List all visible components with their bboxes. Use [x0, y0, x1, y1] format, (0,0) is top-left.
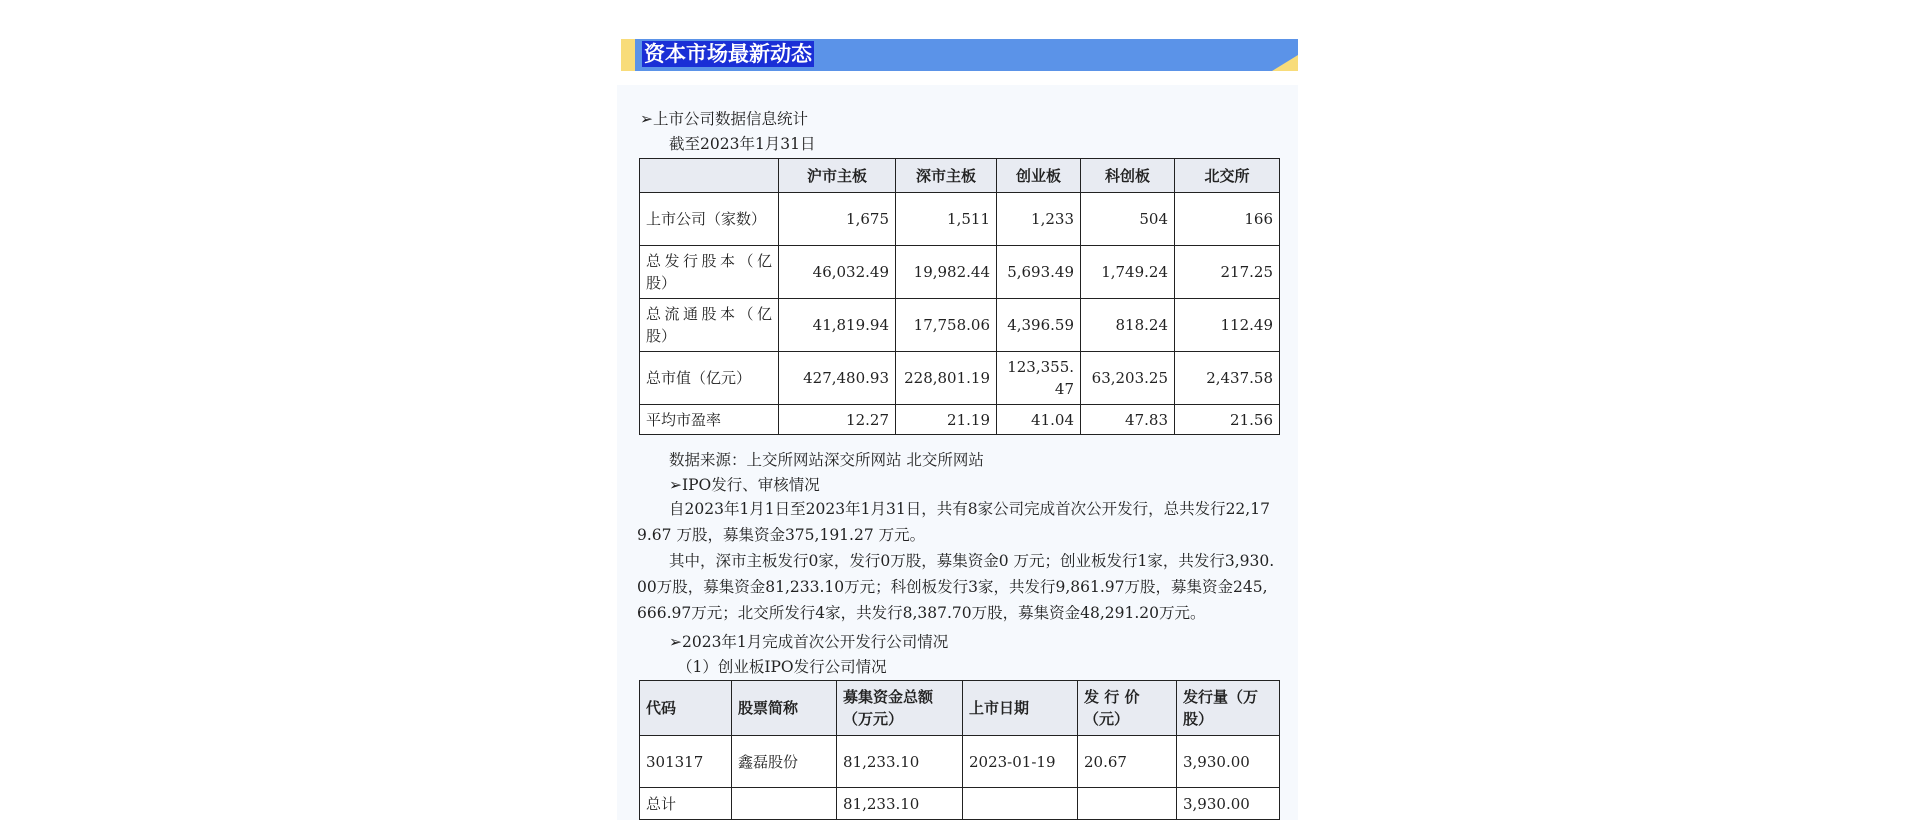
- table-cell: 3,930.00: [1177, 736, 1280, 788]
- section-banner: [621, 39, 1298, 71]
- table-header-row: [640, 681, 1280, 736]
- column-header: 募集资金总额（万元）: [837, 681, 963, 736]
- table-cell: 2023-01-19: [963, 736, 1078, 788]
- ipo-heading: ➢IPO发行、审核情况: [669, 476, 820, 494]
- column-header: 上市日期: [963, 681, 1078, 736]
- stats-date: 截至2023年1月31日: [669, 135, 816, 153]
- table-cell: 41,819.94: [779, 299, 896, 352]
- table-cell: 21.56: [1175, 405, 1280, 435]
- ipo-companies-table: [639, 680, 1280, 820]
- table-row: [640, 246, 1280, 299]
- table-cell: 12.27: [779, 405, 896, 435]
- table-row: [640, 405, 1280, 435]
- table-cell: 504: [1081, 193, 1175, 246]
- row-label: 总发行股本（亿股）: [640, 246, 779, 299]
- table-cell: 1,749.24: [1081, 246, 1175, 299]
- table-cell: 112.49: [1175, 299, 1280, 352]
- table-cell: 166: [1175, 193, 1280, 246]
- table-row: [640, 193, 1280, 246]
- table-cell: 总计: [640, 788, 732, 820]
- table-header-row: [640, 159, 1280, 193]
- ipo-summary-paragraph: 自2023年1月1日至2023年1月31日，共有8家公司完成首次公开发行，总共发行22,179.67 万股，募集资金375,191.27 万元。: [637, 500, 1270, 544]
- table-row: [640, 736, 1280, 788]
- table-cell: 427,480.93: [779, 352, 896, 405]
- row-label: 上市公司（家数）: [640, 193, 779, 246]
- column-header: 科创板: [1081, 159, 1175, 193]
- table-row: [640, 299, 1280, 352]
- banner-corner-fold: [1272, 55, 1298, 71]
- table-cell: 21.19: [896, 405, 997, 435]
- table-cell: 81,233.10: [837, 736, 963, 788]
- row-label: 总市值（亿元）: [640, 352, 779, 405]
- table-cell: 818.24: [1081, 299, 1175, 352]
- table-cell: 5,693.49: [997, 246, 1081, 299]
- table-cell: 3,930.00: [1177, 788, 1280, 820]
- stats-heading: ➢上市公司数据信息统计: [640, 110, 808, 128]
- table-cell: 63,203.25: [1081, 352, 1175, 405]
- table-cell: 1,233: [997, 193, 1081, 246]
- ipo-companies-heading: ➢2023年1月完成首次公开发行公司情况: [669, 633, 949, 651]
- row-label: 总流通股本（亿股）: [640, 299, 779, 352]
- table-cell: 鑫磊股份: [732, 736, 837, 788]
- table-cell: 228,801.19: [896, 352, 997, 405]
- table-cell: 81,233.10: [837, 788, 963, 820]
- table-row: [640, 352, 1280, 405]
- column-header: 发 行 价（元）: [1078, 681, 1177, 736]
- table-cell: [732, 788, 837, 820]
- table-cell: [963, 788, 1078, 820]
- table-cell: 123,355.47: [997, 352, 1081, 405]
- table-cell: 19,982.44: [896, 246, 997, 299]
- chinext-subheading: （1）创业板IPO发行公司情况: [677, 658, 887, 676]
- column-header: 深市主板: [896, 159, 997, 193]
- column-header: 沪市主板: [779, 159, 896, 193]
- table-cell: 1,675: [779, 193, 896, 246]
- table-cell: 4,396.59: [997, 299, 1081, 352]
- table-cell: 47.83: [1081, 405, 1175, 435]
- table-cell: 20.67: [1078, 736, 1177, 788]
- table-cell: 1,511: [896, 193, 997, 246]
- row-label: 平均市盈率: [640, 405, 779, 435]
- banner-accent-left: [621, 39, 635, 71]
- table-cell: 2,437.58: [1175, 352, 1280, 405]
- table-cell: 41.04: [997, 405, 1081, 435]
- column-header: 发行量（万股）: [1177, 681, 1280, 736]
- table-cell: 217.25: [1175, 246, 1280, 299]
- table-cell: 46,032.49: [779, 246, 896, 299]
- table-cell: [1078, 788, 1177, 820]
- column-header: 创业板: [997, 159, 1081, 193]
- table-cell: 301317: [640, 736, 732, 788]
- table-cell: 17,758.06: [896, 299, 997, 352]
- data-source: 数据来源：上交所网站深交所网站 北交所网站: [669, 451, 984, 469]
- banner-title: 资本市场最新动态: [644, 42, 812, 66]
- ipo-detail-paragraph: 其中，深市主板发行0家，发行0万股，募集资金0 万元；创业板发行1家，共发行3,930.00万股，募集资金81,233.10万元；科创板发行3家，共发行9,861.97万股，募集资金245,666.97万元；北交所发行4家，共发行8,387.70万股，募集资金48,291.20万元。: [637, 552, 1275, 622]
- column-header: 代码: [640, 681, 732, 736]
- column-header: 股票简称: [732, 681, 837, 736]
- table-row: [640, 788, 1280, 820]
- column-header: 北交所: [1175, 159, 1280, 193]
- market-stats-table: [639, 158, 1280, 435]
- column-header: [640, 159, 779, 193]
